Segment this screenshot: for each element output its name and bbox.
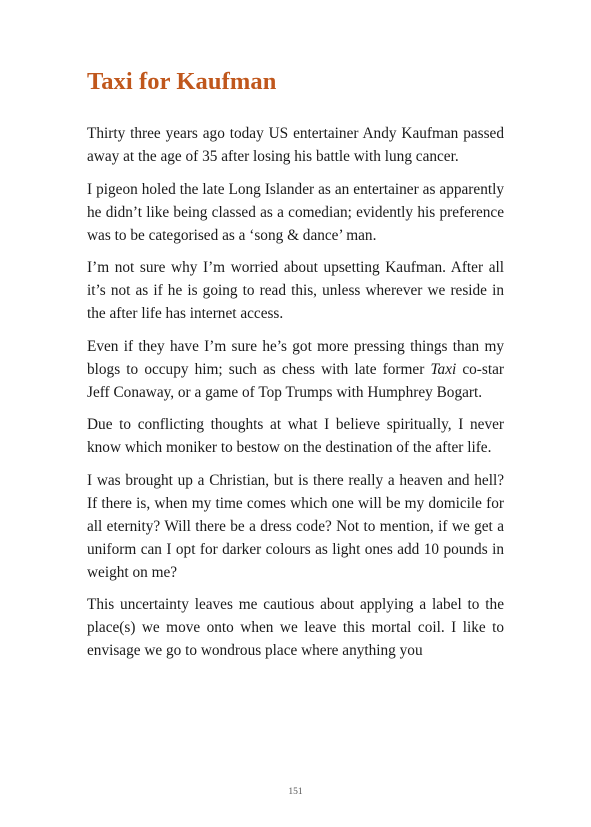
paragraph (87, 122, 504, 168)
page-number: 151 (288, 787, 303, 797)
paragraph (87, 335, 504, 404)
chapter-title: Taxi for Kaufman (87, 68, 277, 95)
paragraph-text: This uncertainty leaves me cautious about applying a label to the place(s) we move onto when we leave this mortal coil. I like to envisage we go to wondrous place where anything you (87, 596, 504, 659)
paragraph-text: Even if they have I’m sure he’s got more pressing things than my blogs to occupy him; such as chess with late former (87, 337, 504, 378)
italic-text: Taxi (430, 360, 457, 378)
paragraph-text: I pigeon holed the late Long Islander as an entertainer as apparently he didn’t like being classed as a comedian; evidently his preference was to be categorised as a ‘song & dance’ man. (87, 180, 504, 244)
paragraph (87, 256, 504, 325)
paragraph (87, 178, 504, 247)
paragraph (87, 413, 504, 459)
paragraph-text: co-star Jeff Conaway, or a game of Top Trumps with Humphrey Bogart. (87, 360, 504, 401)
paragraph (87, 469, 504, 584)
paragraph-text: I was brought up a Christian, but is there really a heaven and hell? If there is, when my time comes which one will be my domicile for all eternity? Will there be a dress code? Not to mention, if we get a uniform can I opt for darker colours as light ones add 10 pounds in weight on me? (87, 471, 504, 581)
paragraph-text: I’m not sure why I’m worried about upsetting Kaufman. After all it’s not as if he is going to read this, unless wherever we reside in the after life has internet access. (87, 259, 504, 322)
paragraph (87, 593, 504, 662)
paragraph-text: Due to conflicting thoughts at what I believe spiritually, I never know which moniker to bestow on the destination of the after life. (87, 416, 504, 456)
paragraph-text: Thirty three years ago today US entertainer Andy Kaufman passed away at the age of 35 after losing his battle with lung cancer. (87, 125, 504, 165)
body-text (87, 122, 504, 672)
